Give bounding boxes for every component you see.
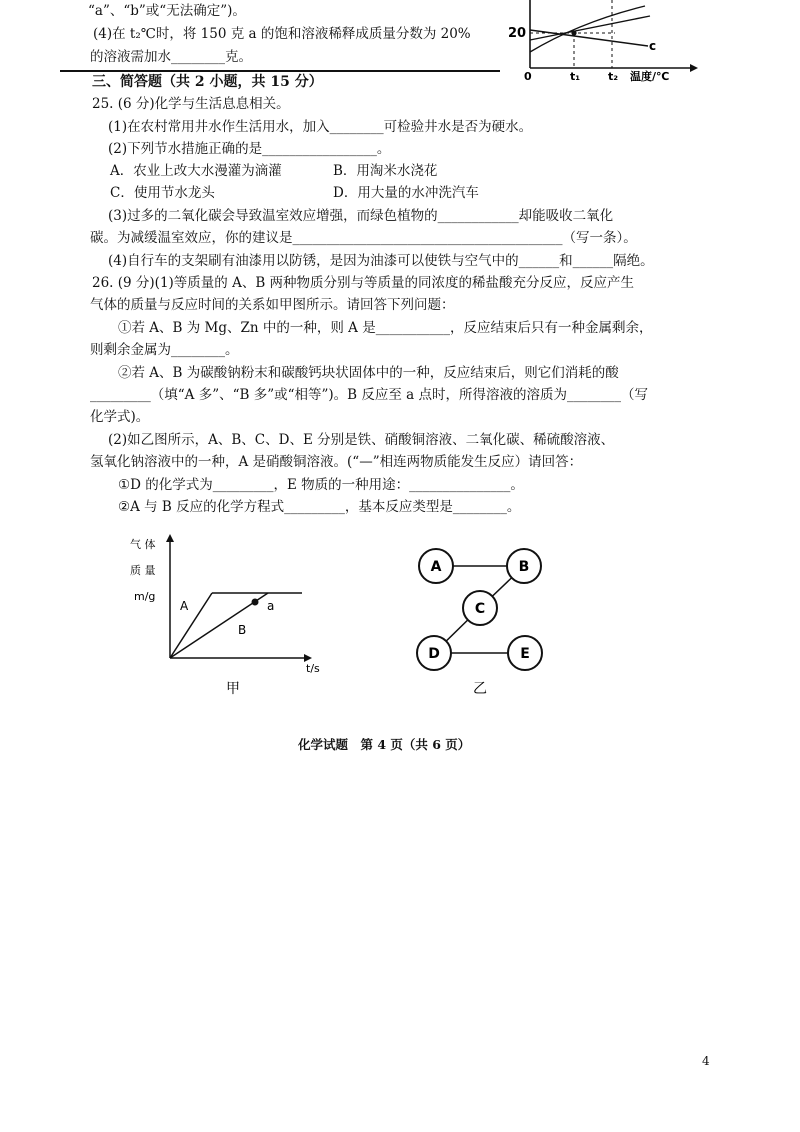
q24-part4-line-2: 的溶液需加水________克。 xyxy=(90,49,252,65)
yi-node-b-label: B xyxy=(518,559,530,575)
section-divider xyxy=(60,70,500,72)
yi-node-c-label: C xyxy=(474,601,486,617)
q26-sub1-line-2: 则剩余金属为________。 xyxy=(90,342,239,358)
section-heading: 三、简答题（共 2 小题，共 15 分） xyxy=(92,74,323,90)
solubility-curve-b xyxy=(530,16,650,40)
q25-stem: 25. (6 分)化学与生活息息相关。 xyxy=(92,96,290,112)
jia-point-a xyxy=(252,599,259,606)
page-number: 4 xyxy=(702,1054,710,1068)
q26-stem-line-2: 气体的质量与反应时间的关系如甲图所示。请回答下列问题： xyxy=(90,297,455,313)
q25-part4: (4)自行车的支架刷有油漆用以防锈，是因为油漆可以使铁与空气中的______和______隔绝。 xyxy=(108,253,654,269)
q25-part3-line-2: 碳。为减缓温室效应，你的建议是________________________________________（写一条）。 xyxy=(90,230,637,246)
q25-option-b: B．用淘米水浇花 xyxy=(333,163,438,179)
q26-stem-line-1: 26. (9 分)(1)等质量的 A、B 两种物质分别与等质量的同浓度的稀盐酸充分反应，反应产生 xyxy=(92,275,635,291)
jia-x-arrow xyxy=(304,654,312,662)
q26-sub2-line-1: ②若 A、B 为碳酸钠粉末和碳酸钙块状固体中的一种，反应结束后，则它们消耗的酸 xyxy=(118,365,619,381)
q25-option-c: C．使用节水龙头 xyxy=(110,185,215,201)
q26-sub4: ②A 与 B 反应的化学方程式_________，基本反应类型是________。 xyxy=(118,499,521,515)
solubility-x-arrow xyxy=(690,64,698,72)
jia-label-b-line: B xyxy=(238,623,247,637)
jia-label-a-line: A xyxy=(180,599,189,613)
footer-text: 化学试题 第 4 页（共 6 页） xyxy=(298,737,471,752)
solubility-intersection-point xyxy=(571,30,576,35)
q25-option-d: D．用大量的水冲洗汽车 xyxy=(333,185,479,201)
solubility-y-tick: 20 xyxy=(508,26,527,41)
yi-node-d-label: D xyxy=(428,646,440,662)
jia-line-a xyxy=(170,593,212,658)
q26-sub2-line-3: 化学式)。 xyxy=(90,409,150,425)
jia-y-arrow xyxy=(166,534,174,542)
solubility-curve-c-label: c xyxy=(649,39,657,53)
yi-caption: 乙 xyxy=(473,681,487,697)
jia-y-label-3: m/g xyxy=(134,590,156,603)
graph-yi xyxy=(400,530,560,700)
q25-option-a: A．农业上改大水漫灌为滴灌 xyxy=(110,163,282,179)
jia-caption: 甲 xyxy=(226,681,240,697)
yi-node-a-label: A xyxy=(430,559,442,575)
q26-part2-line-1: (2)如乙图所示，A、B、C、D、E 分别是铁、硝酸铜溶液、二氧化碳、稀硫酸溶液、 xyxy=(108,432,615,448)
q26-sub2-line-2: _________（填“A 多”、“B 多”或“相等”)。B 反应至 a 点时，所得溶液的溶质为________（写 xyxy=(90,387,649,403)
jia-y-label-1: 气 体 xyxy=(130,538,156,551)
q25-part3-line-1: (3)过多的二氧化碳会导致温室效应增强，而绿色植物的____________却能吸收二氧化 xyxy=(108,208,614,224)
solubility-t2: t₂ xyxy=(608,70,619,82)
q26-sub3: ①D 的化学式为_________，E 物质的一种用途：_______________。 xyxy=(118,477,524,493)
solubility-t1: t₁ xyxy=(570,70,581,82)
q26-sub1-line-1: ①若 A、B 为 Mg、Zn 中的一种，则 A 是___________，反应结束后只有一种金属剩余， xyxy=(118,320,653,336)
solubility-curve-c xyxy=(530,30,648,46)
jia-label-point: a xyxy=(267,599,275,613)
q25-part1: (1)在农村常用井水作生活用水，加入________可检验井水是否为硬水。 xyxy=(108,119,533,135)
q25-part2: (2)下列节水措施正确的是_________________。 xyxy=(108,141,391,157)
jia-y-label-2: 质 量 xyxy=(130,564,156,577)
solubility-chart xyxy=(500,0,700,82)
yi-node-e-label: E xyxy=(520,646,530,662)
q26-part2-line-2: 氢氧化钠溶液中的一种，A 是硝酸铜溶液。(“—”相连两物质能发生反应）请回答： xyxy=(90,454,583,470)
q24-part4-line-1: (4)在 t₂℃时，将 150 克 a 的饱和溶液稀释成质量分数为 20% xyxy=(93,26,471,42)
jia-x-label: t/s xyxy=(306,662,320,675)
solubility-x-label: 温度/℃ xyxy=(630,70,670,82)
q24-line-1: “a”、“b”或“无法确定”)。 xyxy=(88,3,246,19)
graph-jia xyxy=(120,530,320,700)
solubility-origin: 0 xyxy=(524,70,532,82)
